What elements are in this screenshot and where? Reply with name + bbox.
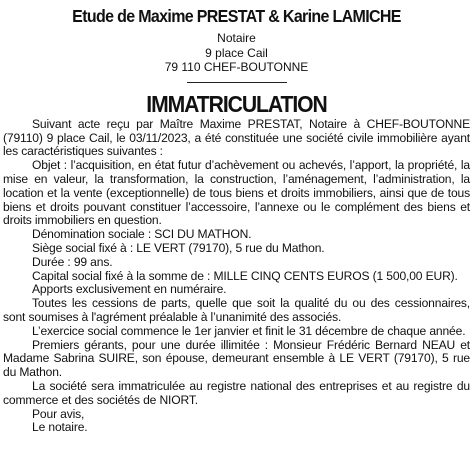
paragraph-deed: Suivant acte reçu par Maître Maxime PRESTAT, Notaire à CHEF-BOUTONNE (79110) 9 place Cail, le 03/11/2023, a été constituée une société civile immobilière ayant les caractéristiques suivantes : xyxy=(3,116,470,159)
paragraph-duration: Durée : 99 ans. xyxy=(32,254,113,269)
notice-heading: IMMATRICULATION xyxy=(146,90,327,117)
notice-body xyxy=(3,118,470,435)
divider-rule xyxy=(187,82,287,83)
office-street: 9 place Cail xyxy=(205,45,268,60)
office-address xyxy=(3,31,470,75)
paragraph-for-notice: Pour avis, xyxy=(32,406,85,421)
legal-notice xyxy=(3,4,470,435)
paragraph-capital: Capital social fixé à la somme de : MILLE CINQ CENTS EUROS (1 500,00 EUR). xyxy=(32,268,458,283)
paragraph-financial-year: L’exercice social commence le 1er janvier et finit le 31 décembre de chaque année. xyxy=(32,323,466,338)
office-city: 79 110 CHEF-BOUTONNE xyxy=(164,60,309,75)
paragraph-contributions: Apports exclusivement en numéraire. xyxy=(32,282,227,297)
paragraph-signature: Le notaire. xyxy=(32,420,88,435)
paragraph-share-transfers: Toutes les cessions de parts, quelle que soit la qualité du ou des cessionnaires, sont soumises à l'agrément préalable à l’unanimité des associés. xyxy=(3,296,470,324)
paragraph-company-name: Dénomination sociale : SCI DU MATHON. xyxy=(32,227,252,242)
paragraph-registered-office: Siège social fixé à : LE VERT (79170), 5 rue du Mathon. xyxy=(32,240,325,255)
paragraph-registration: La société sera immatriculée au registre national des entreprises et au registre du commerce et des sociétés de NIORT. xyxy=(3,378,470,407)
paragraph-object: Objet : l’acquisition, en état futur d’achèvement ou achevés, l’apport, la propriété, la mise en valeur, la transformation, la construction, l’aménagement, l’administration, la location et la vente (exceptionnelle) de tous biens et droits immobiliers, ainsi que de tous biens et droits pouvant constituer l’accessoire, l’annexe ou le complément des biens et droits immobiliers en question. xyxy=(3,158,470,228)
paragraph-managers: Premiers gérants, pour une durée illimitée : Monsieur Frédéric Bernard NEAU et Madame Sabrina SUIRE, son épouse, demeurant ensemble à LE VERT (79170), 5 rue du Mathon. xyxy=(3,337,470,380)
office-title: Etude de Maxime PRESTAT & Karine LAMICHE xyxy=(72,6,401,26)
office-role: Notaire xyxy=(217,31,256,45)
